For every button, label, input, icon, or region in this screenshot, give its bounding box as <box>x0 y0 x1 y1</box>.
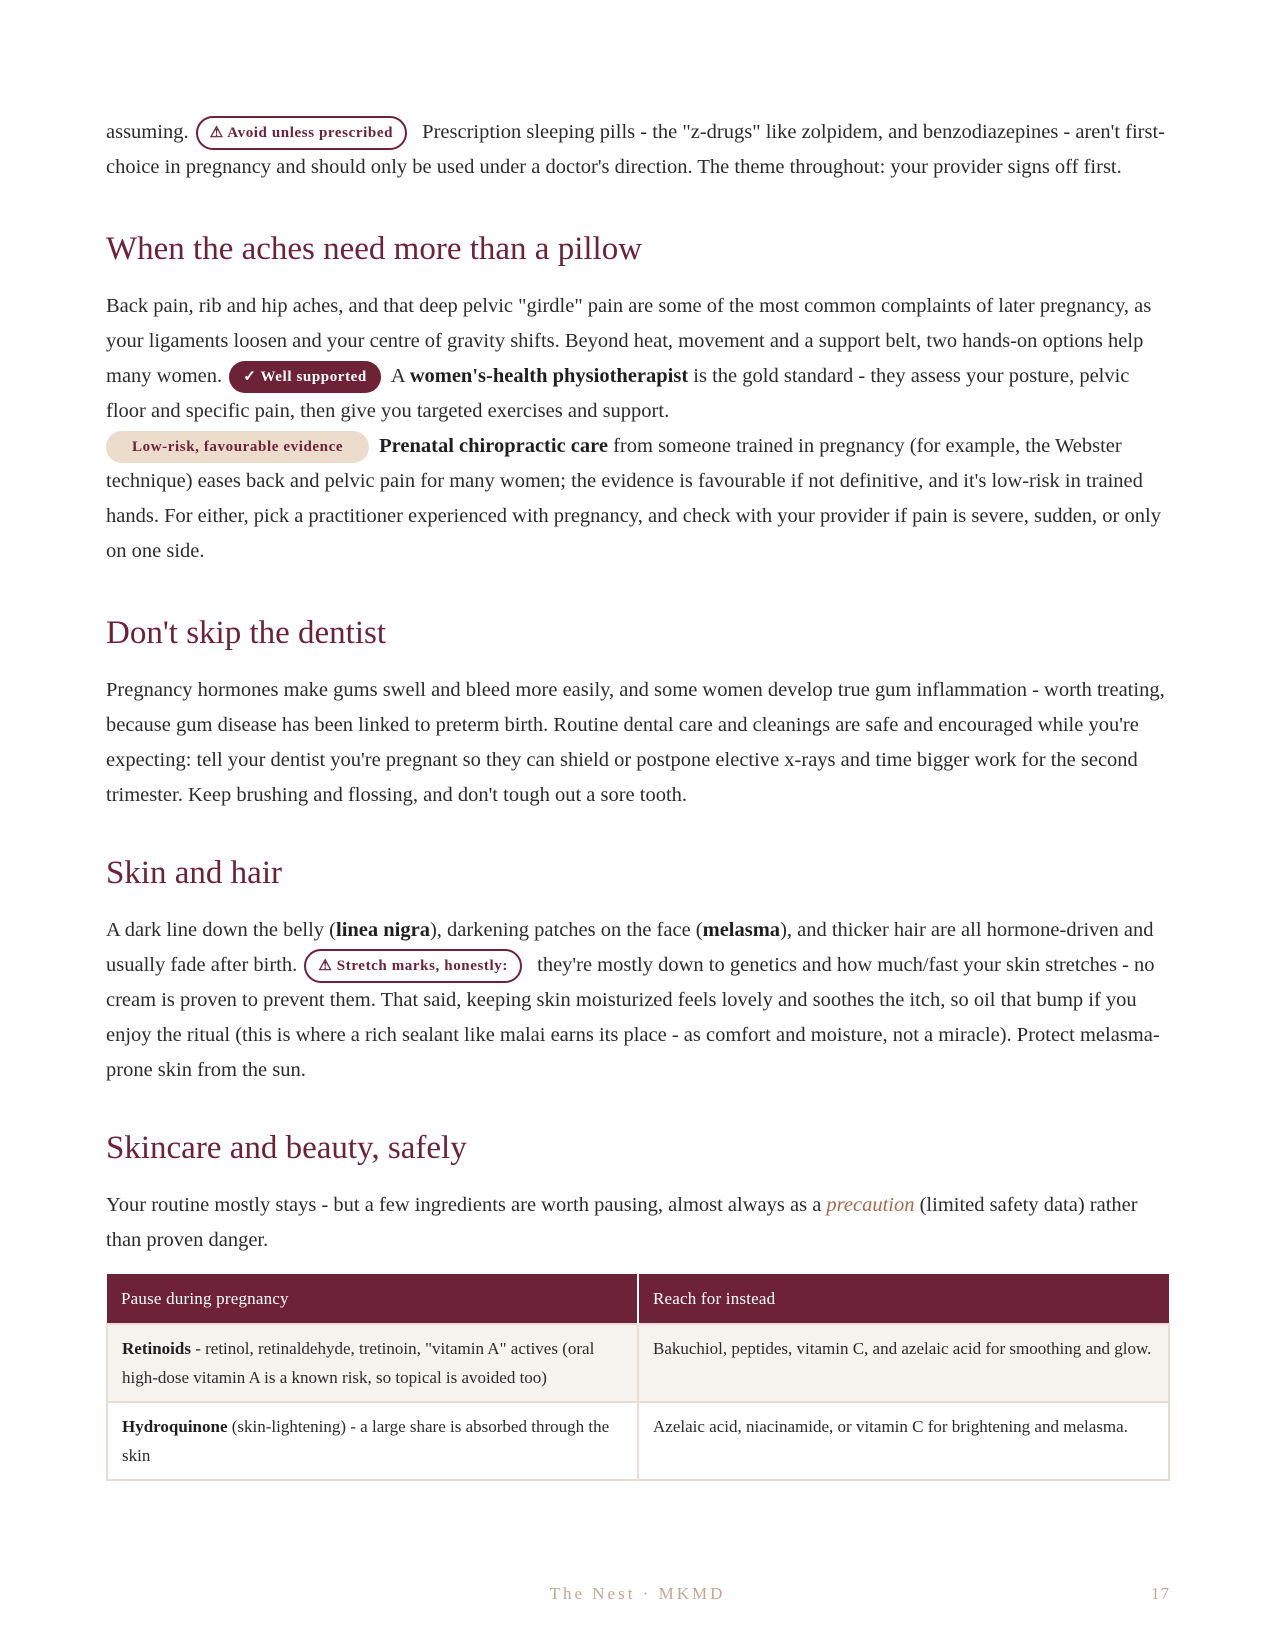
ingredient-name: Retinoids <box>122 1339 191 1358</box>
skin-heading: Skin and hair <box>106 855 282 891</box>
table-row <box>107 1324 1169 1402</box>
dentist-heading: Don't skip the dentist <box>106 615 387 651</box>
low-risk-evidence-badge: Low-risk, favourable evidence <box>106 431 369 463</box>
melasma-term: melasma <box>702 919 781 941</box>
dentist-paragraph: Pregnancy hormones make gums swell and bleed more easily, and some women develop true gum inflammation - worth treating, because gum disease has been linked to preterm birth. Routine dental care and cleanings are safe and encouraged while you're expecting: tell your dentist you're pregnant so they can shield or postpone elective x-rays and time bigger work for the second trimester. Keep brushing and flossing, and don't tough out a sore tooth. <box>106 679 1165 806</box>
table-cell-pause <box>107 1402 638 1480</box>
aches-paragraph <box>106 289 1170 569</box>
table-header-row <box>107 1274 1169 1324</box>
linea-nigra-term: linea nigra <box>336 919 430 941</box>
intro-paragraph <box>106 115 1170 185</box>
table-header-pause: Pause during pregnancy <box>107 1274 638 1324</box>
table-cell-pause <box>107 1324 638 1402</box>
skin-text-1: A dark line down the belly ( <box>106 919 337 941</box>
aches-physio-text: is the gold standard - they assess your posture, pelvic floor and specific pain, then give you targeted exercises and support. <box>106 365 1130 422</box>
aches-chiro-text: from someone trained in pregnancy (for example, the Webster technique) eases back and pelvic pain for many women; the evidence is favourable if not definitive, and it's low-risk in trained hands. For either, pick a practitioner experienced with pregnancy, and check with your provider if pain is severe, sudden, or only on one side. <box>106 435 1161 562</box>
physiotherapist-term: women's-health physiotherapist <box>409 365 689 387</box>
page-number: 17 <box>1151 1584 1170 1603</box>
ingredient-name: Hydroquinone <box>122 1417 228 1436</box>
skincare-text-1: Your routine mostly stays - but a few ingredients are worth pausing, almost always as a <box>106 1194 822 1216</box>
skin-paragraph <box>106 913 1170 1088</box>
ingredient-detail: (skin-lightening) - a large share is absorbed through the skin <box>122 1417 610 1465</box>
skin-text-3: ), and thicker hair are all hormone-driven and usually fade after birth. <box>106 919 1154 976</box>
intro-lead: assuming. <box>106 121 189 143</box>
ingredient-detail: - retinol, retinaldehyde, tretinoin, "vitamin A" actives (oral high-dose vitamin A is a known risk, so topical is avoided too) <box>122 1339 595 1387</box>
chiropractic-term: Prenatal chiropractic care <box>379 435 608 457</box>
well-supported-badge: ✓ Well supported <box>229 361 381 393</box>
aches-physio-lead: A <box>390 365 405 387</box>
intro-text: Prescription sleeping pills - the "z-drugs" like zolpidem, and benzodiazepines - aren't first-choice in pregnancy and should only be used under a doctor's direction. The theme throughout: your provider signs off first. <box>106 121 1166 178</box>
table-cell-instead: Azelaic acid, niacinamide, or vitamin C for brightening and melasma. <box>638 1402 1169 1480</box>
skincare-heading: Skincare and beauty, safely <box>106 1130 467 1166</box>
skincare-paragraph <box>106 1188 1170 1258</box>
aches-heading: When the aches need more than a pillow <box>106 231 643 267</box>
footer-title: The Nest · MKMD <box>549 1584 726 1603</box>
table-header-instead: Reach for instead <box>638 1274 1169 1324</box>
stretch-marks-badge: ⚠ Stretch marks, honestly: <box>304 949 522 983</box>
page-content <box>106 115 1170 1481</box>
skincare-text-2: (limited safety data) rather than proven danger. <box>106 1194 1138 1251</box>
skin-text-2: ), darkening patches on the face ( <box>429 919 703 941</box>
ingredient-table <box>106 1274 1170 1481</box>
precaution-emphasis: precaution <box>826 1194 915 1216</box>
skin-text-4: they're mostly down to genetics and how much/fast your skin stretches - no cream is proven to prevent them. That said, keeping skin moisturized feels lovely and soothes the itch, so oil that bump if you enjoy the ritual (this is where a rich sealant like malai earns its place - as comfort and moisture, not a miracle). Protect melasma-prone skin from the sun. <box>106 954 1160 1081</box>
aches-intro: Back pain, rib and hip aches, and that deep pelvic "girdle" pain are some of the most common complaints of later pregnancy, as your ligaments loosen and your centre of gravity shifts. Beyond heat, movement and a support belt, two hands-on options help many women. <box>106 295 1152 387</box>
table-row <box>107 1402 1169 1480</box>
avoid-unless-prescribed-badge: ⚠ Avoid unless prescribed <box>196 116 407 150</box>
table-cell-instead: Bakuchiol, peptides, vitamin C, and azelaic acid for smoothing and glow. <box>638 1324 1169 1402</box>
